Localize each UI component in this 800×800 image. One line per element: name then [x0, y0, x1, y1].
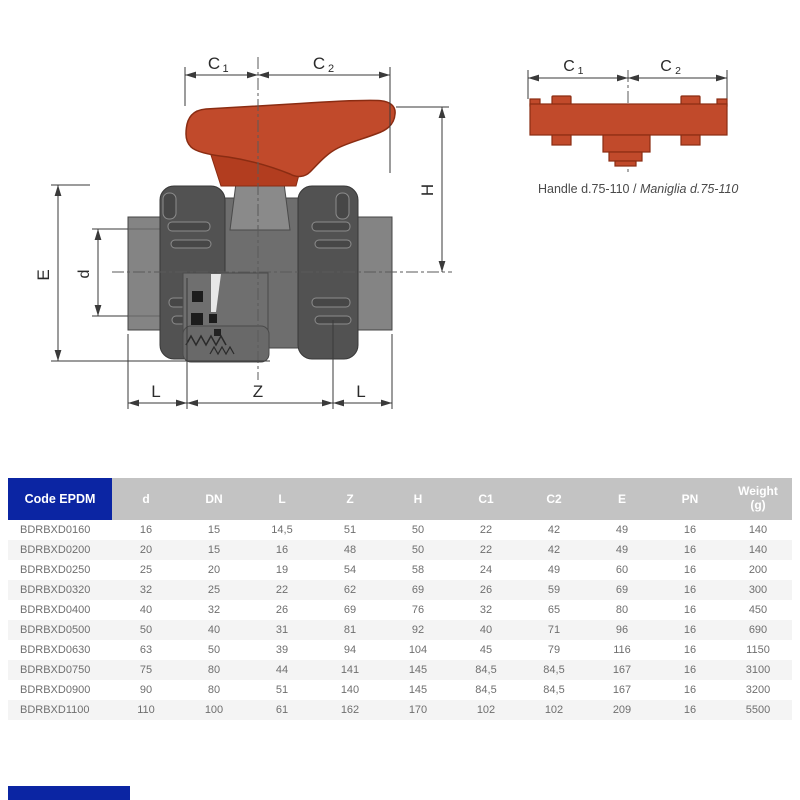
header-weight-line1: Weight: [738, 484, 778, 499]
dim-h: [396, 107, 449, 272]
row-value: 3200: [745, 684, 771, 696]
dim-label-handle-c1-sub: 1: [577, 65, 584, 77]
header-c2: C2: [520, 478, 588, 520]
row-code: BDRBXD0200: [20, 544, 91, 556]
row-value: 19: [275, 564, 289, 576]
row-value: 16: [683, 644, 697, 656]
row-value: 162: [340, 704, 360, 716]
dim-label-c2: C: [312, 54, 326, 73]
header-weight-line2: (g): [750, 498, 766, 512]
row-code: BDRBXD0160: [20, 524, 91, 536]
row-value: 24: [479, 564, 493, 576]
cutaway-section: [183, 273, 269, 362]
header-h: H: [384, 478, 452, 520]
row-value: 167: [612, 684, 632, 696]
table-header-row: [8, 478, 792, 520]
row-value: 167: [612, 664, 632, 676]
header-pn: PN: [656, 478, 724, 520]
dim-label-d: d: [76, 269, 93, 279]
row-value: 14,5: [271, 524, 293, 536]
table-row: [8, 700, 792, 720]
row-value: 92: [411, 624, 425, 636]
row-value: 26: [479, 584, 493, 596]
handle-detail-drawing: [528, 58, 727, 174]
row-code: BDRBXD0320: [20, 584, 91, 596]
table-row: [8, 640, 792, 660]
row-value: 145: [408, 664, 428, 676]
dim-label-z: Z: [252, 382, 264, 401]
row-value: 69: [411, 584, 425, 596]
row-value: 16: [683, 664, 697, 676]
row-value: 200: [748, 564, 768, 576]
row-code: BDRBXD0630: [20, 644, 91, 656]
row-value: 60: [615, 564, 629, 576]
row-value: 50: [207, 644, 221, 656]
table-row: [8, 540, 792, 560]
dim-label-c1: C: [207, 54, 221, 73]
row-value: 104: [408, 644, 428, 656]
row-value: 54: [343, 564, 357, 576]
dim-label-l-left: L: [151, 382, 161, 401]
table-row: [8, 600, 792, 620]
row-value: 44: [275, 664, 289, 676]
row-value: 45: [479, 644, 493, 656]
row-value: 40: [139, 604, 153, 616]
row-value: 32: [207, 604, 221, 616]
row-code: BDRBXD0750: [20, 664, 91, 676]
row-value: 49: [547, 564, 561, 576]
row-value: 40: [207, 624, 221, 636]
table-row: [8, 580, 792, 600]
row-value: 22: [479, 544, 493, 556]
row-value: 170: [408, 704, 428, 716]
header-z: Z: [316, 478, 384, 520]
row-value: 84,5: [543, 664, 565, 676]
dim-label-c1-sub: 1: [222, 63, 229, 75]
row-value: 100: [204, 704, 224, 716]
row-value: 16: [683, 684, 697, 696]
row-value: 16: [275, 544, 289, 556]
row-value: 16: [683, 584, 697, 596]
row-value: 63: [139, 644, 153, 656]
row-value: 16: [683, 544, 697, 556]
row-value: 61: [275, 704, 289, 716]
row-value: 16: [139, 524, 153, 536]
row-value: 3100: [745, 664, 771, 676]
row-value: 140: [748, 524, 768, 536]
row-value: 49: [615, 524, 629, 536]
row-value: 84,5: [543, 684, 565, 696]
row-value: 71: [547, 624, 561, 636]
row-value: 50: [139, 624, 153, 636]
dim-label-handle-c2: C: [660, 58, 672, 75]
row-value: 80: [207, 684, 221, 696]
dim-label-h: H: [418, 183, 437, 197]
table-row: [8, 680, 792, 700]
row-value: 16: [683, 624, 697, 636]
dim-label-handle-c2-sub: 2: [675, 65, 681, 77]
row-value: 25: [139, 564, 153, 576]
row-value: 65: [547, 604, 561, 616]
row-value: 58: [411, 564, 425, 576]
row-value: 94: [343, 644, 357, 656]
row-value: 141: [340, 664, 360, 676]
table-row: [8, 520, 792, 540]
row-value: 22: [275, 584, 289, 596]
row-value: 25: [207, 584, 221, 596]
header-code: Code EPDM: [8, 478, 112, 520]
table-row: [8, 660, 792, 680]
partial-next-table-header: [8, 786, 130, 800]
row-value: 40: [479, 624, 493, 636]
row-value: 51: [343, 524, 357, 536]
header-d: d: [112, 478, 180, 520]
row-value: 145: [408, 684, 428, 696]
row-value: 140: [340, 684, 360, 696]
row-value: 5500: [745, 704, 771, 716]
row-value: 50: [411, 544, 425, 556]
row-value: 300: [748, 584, 768, 596]
dim-label-c2-sub: 2: [327, 63, 335, 75]
table-body: [8, 520, 792, 720]
row-value: 32: [479, 604, 493, 616]
row-value: 26: [275, 604, 289, 616]
row-value: 1150: [746, 644, 770, 656]
dim-label-handle-c1: C: [563, 58, 575, 75]
row-code: BDRBXD0900: [20, 684, 91, 696]
row-code: BDRBXD1100: [20, 704, 90, 716]
row-value: 15: [207, 544, 221, 556]
row-value: 80: [207, 664, 221, 676]
row-value: 69: [615, 584, 629, 596]
row-value: 16: [683, 524, 697, 536]
row-value: 16: [683, 564, 697, 576]
row-code: BDRBXD0250: [20, 564, 91, 576]
row-value: 48: [343, 544, 357, 556]
row-value: 140: [748, 544, 768, 556]
row-value: 79: [547, 644, 561, 656]
right-socket: [355, 217, 392, 330]
header-l: L: [248, 478, 316, 520]
handle-caption-regular: Handle d.75-110 /: [538, 182, 637, 196]
row-value: 110: [137, 704, 155, 716]
row-value: 102: [476, 704, 496, 716]
row-value: 42: [547, 524, 561, 536]
row-value: 84,5: [475, 684, 497, 696]
spec-table: [8, 478, 792, 720]
row-value: 16: [683, 604, 697, 616]
handle-caption-italic: Maniglia d.75-110: [639, 182, 739, 196]
row-value: 15: [207, 524, 221, 536]
row-value: 76: [411, 604, 425, 616]
row-value: 62: [343, 584, 357, 596]
row-value: 20: [207, 564, 221, 576]
row-value: 16: [683, 704, 697, 716]
row-value: 84,5: [475, 664, 497, 676]
header-weight: [724, 478, 792, 520]
row-value: 450: [748, 604, 768, 616]
row-value: 90: [139, 684, 153, 696]
row-value: 20: [139, 544, 153, 556]
handle-caption: [538, 182, 738, 196]
row-value: 69: [343, 604, 357, 616]
header-e: E: [588, 478, 656, 520]
left-socket: [128, 217, 165, 330]
row-code: BDRBXD0500: [20, 624, 91, 636]
table-row: [8, 560, 792, 580]
handle-profile: [530, 96, 727, 166]
valve-stem: [230, 183, 290, 230]
table-row: [8, 620, 792, 640]
row-value: 50: [411, 524, 425, 536]
row-value: 690: [748, 624, 768, 636]
row-value: 75: [139, 664, 153, 676]
row-value: 209: [612, 704, 632, 716]
main-valve-drawing: [34, 54, 452, 409]
row-value: 81: [343, 624, 357, 636]
row-value: 39: [275, 644, 289, 656]
header-c1: C1: [452, 478, 520, 520]
row-value: 96: [615, 624, 629, 636]
dim-label-e: E: [34, 269, 53, 281]
row-value: 31: [275, 624, 289, 636]
row-value: 80: [615, 604, 629, 616]
header-dn: DN: [180, 478, 248, 520]
row-value: 22: [479, 524, 493, 536]
row-value: 32: [139, 584, 153, 596]
dim-label-l-right: L: [356, 382, 366, 401]
row-value: 116: [613, 644, 631, 656]
row-value: 51: [275, 684, 289, 696]
row-value: 59: [547, 584, 561, 596]
row-value: 42: [547, 544, 561, 556]
row-code: BDRBXD0400: [20, 604, 91, 616]
row-value: 102: [544, 704, 564, 716]
row-value: 49: [615, 544, 629, 556]
